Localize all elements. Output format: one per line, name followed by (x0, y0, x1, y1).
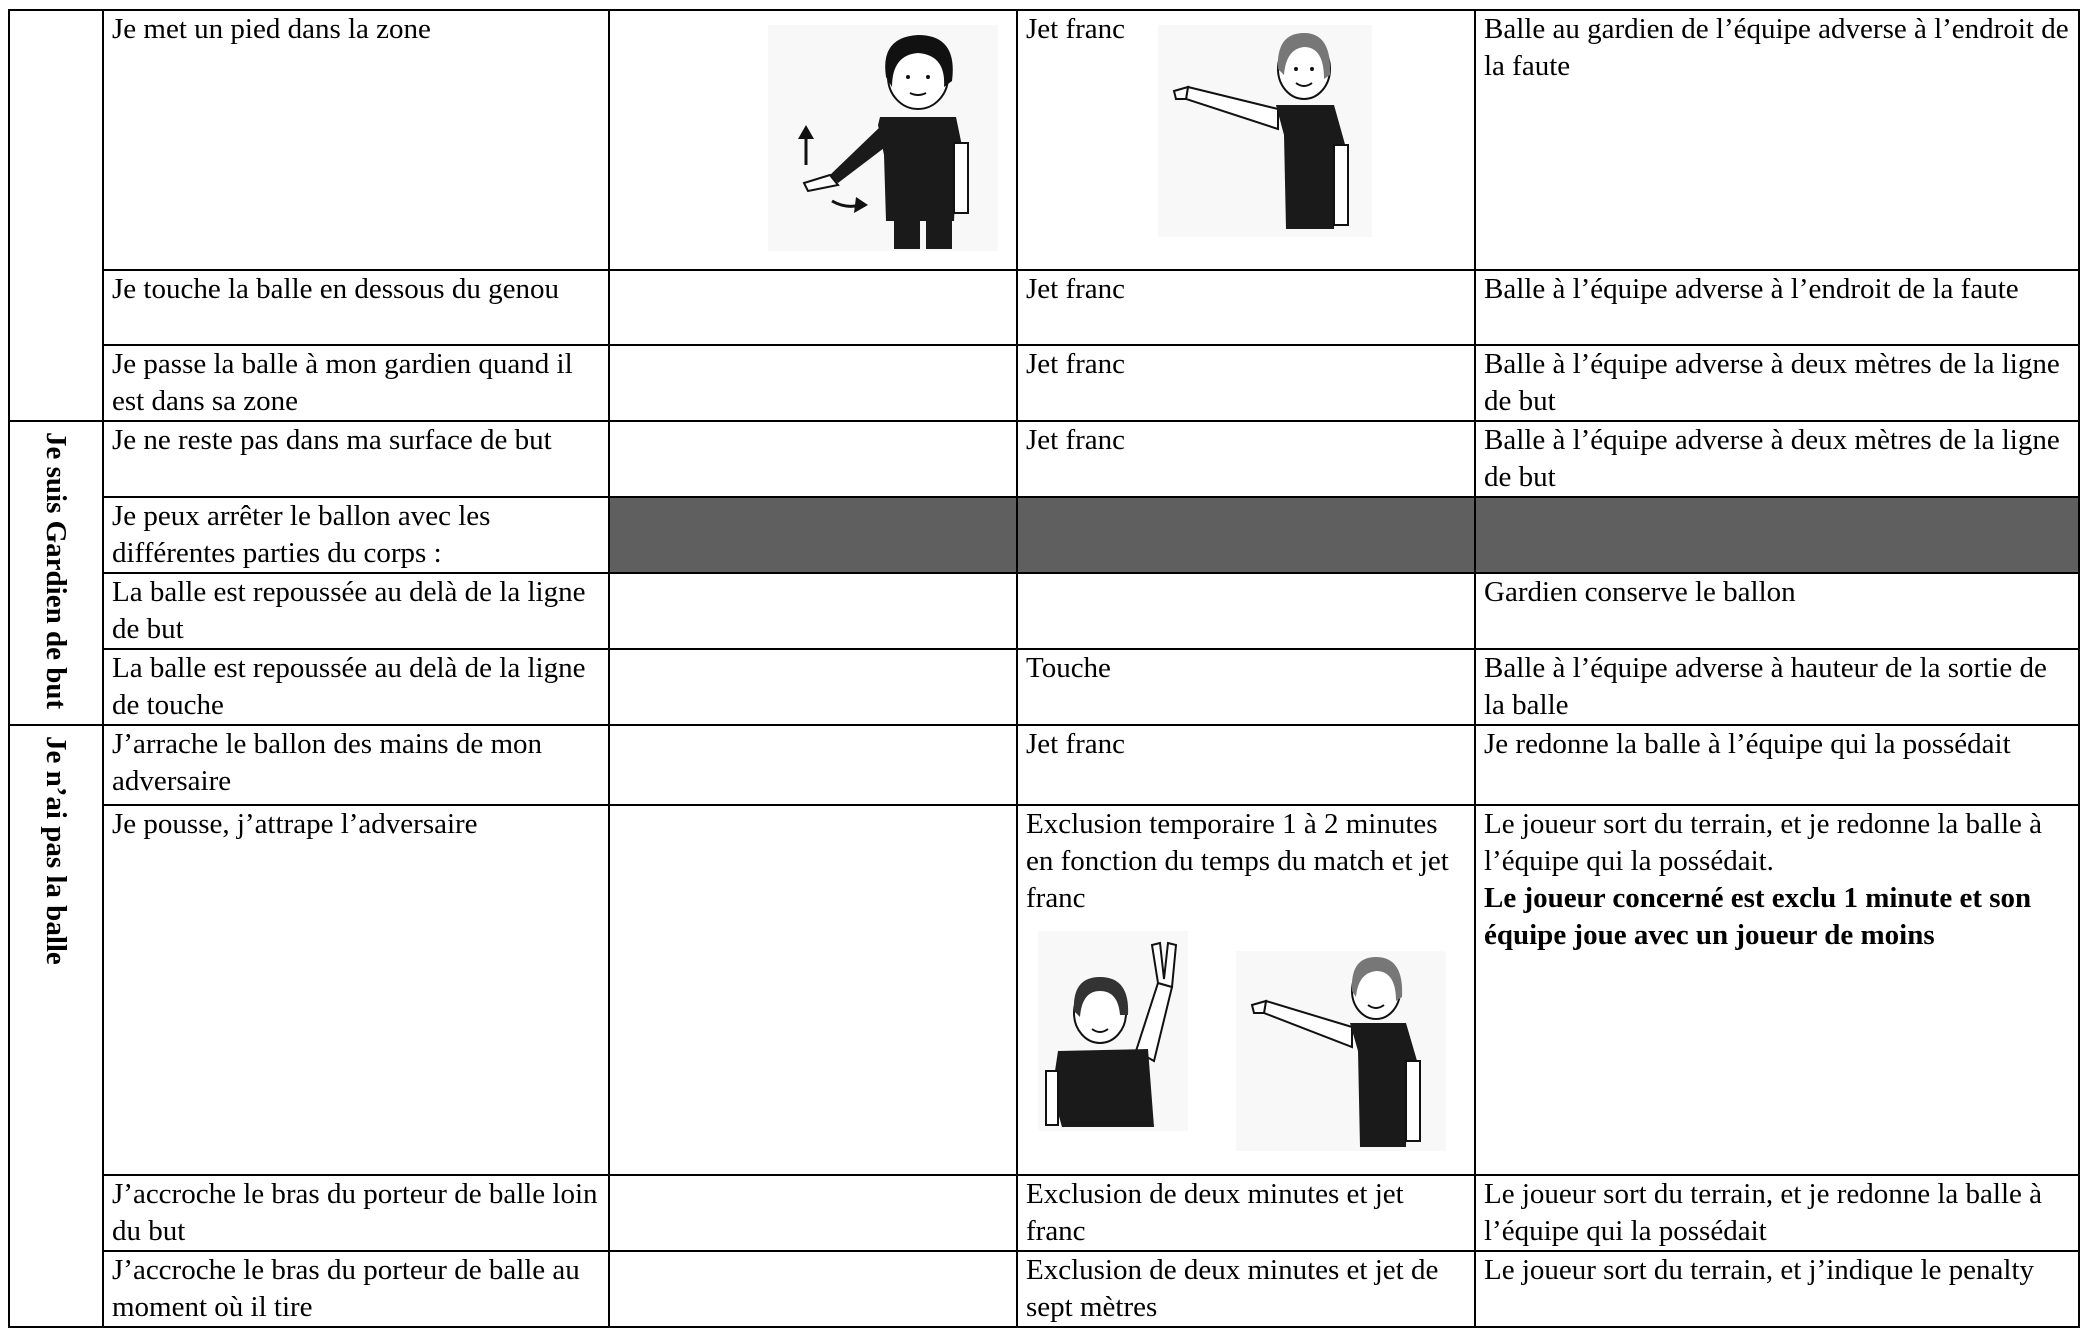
referee-two-fingers-gesture-icon (1038, 931, 1188, 1131)
reprise-text: Le joueur sort du terrain, et je redonne la balle à l’équipe qui la possédait. (1484, 808, 2043, 877)
situation-cell: La balle est repoussée au delà de la ligne de touche (103, 649, 609, 725)
table-row (9, 725, 2079, 805)
situation-cell: Je passe la balle à mon gardien quand il est dans sa zone (103, 345, 609, 421)
reprise-cell (1475, 805, 2079, 1175)
table-row (9, 497, 2079, 573)
reprise-cell: Le joueur sort du terrain, et j’indique le penalty (1475, 1251, 2079, 1327)
referee-free-throw-gesture-icon (1158, 25, 1372, 237)
reprise-cell: Gardien conserve le ballon (1475, 573, 2079, 649)
gesture-cell (609, 1175, 1017, 1251)
table-row (9, 573, 2079, 649)
gray-cell (609, 497, 1017, 573)
table-row (9, 345, 2079, 421)
reprise-cell: Balle au gardien de l’équipe adverse à l’endroit de la faute (1475, 10, 2079, 270)
table-row (9, 805, 2079, 1175)
gesture-cell (609, 345, 1017, 421)
table-row (9, 1175, 2079, 1251)
gesture-cell (609, 1251, 1017, 1327)
sanction-cell (1017, 573, 1475, 649)
reprise-cell: Balle à l’équipe adverse à deux mètres de la ligne de but (1475, 421, 2079, 497)
category-label: Je n’ai pas la balle (40, 736, 72, 965)
situation-cell: J’accroche le bras du porteur de balle loin du but (103, 1175, 609, 1251)
sanction-cell (1017, 805, 1475, 1175)
gesture-cell (609, 725, 1017, 805)
category-no-ball (9, 725, 103, 1327)
reprise-cell: Le joueur sort du terrain, et je redonne la balle à l’équipe qui la possédait (1475, 1175, 2079, 1251)
gesture-cell (609, 421, 1017, 497)
category-cell-empty (9, 10, 103, 421)
sanction-cell: Touche (1017, 649, 1475, 725)
reprise-cell: Je redonne la balle à l’équipe qui la possédait (1475, 725, 2079, 805)
rules-table (8, 9, 2080, 1328)
situation-cell: Je pousse, j’attrape l’adversaire (103, 805, 609, 1175)
gesture-cell (609, 805, 1017, 1175)
situation-cell: Je met un pied dans la zone (103, 10, 609, 270)
sanction-cell: Exclusion de deux minutes et jet de sept mètres (1017, 1251, 1475, 1327)
referee-free-throw-gesture-icon (1236, 951, 1446, 1151)
sanction-text: Jet franc (1026, 13, 1126, 45)
reprise-cell: Balle à l’équipe adverse à deux mètres de la ligne de but (1475, 345, 2079, 421)
table-row (9, 10, 2079, 270)
table-row (9, 421, 2079, 497)
sanction-text: Exclusion temporaire 1 à 2 minutes en fonction du temps du match et jet franc (1026, 808, 1449, 914)
sanction-figures (1026, 931, 1466, 1171)
gray-cell (1017, 497, 1475, 573)
sanction-cell: Exclusion de deux minutes et jet franc (1017, 1175, 1475, 1251)
reprise-cell: Balle à l’équipe adverse à l’endroit de la faute (1475, 270, 2079, 345)
situation-cell: Je peux arrêter le ballon avec les différentes parties du corps : (103, 497, 609, 573)
situation-cell: J’accroche le bras du porteur de balle au moment où il tire (103, 1251, 609, 1327)
gesture-cell (609, 270, 1017, 345)
gray-cell (1475, 497, 2079, 573)
sanction-cell: Jet franc (1017, 421, 1475, 497)
table-row (9, 270, 2079, 345)
table-row (9, 649, 2079, 725)
referee-zone-gesture-icon (768, 25, 998, 251)
situation-cell: Je touche la balle en dessous du genou (103, 270, 609, 345)
sanction-cell (1017, 10, 1475, 270)
gesture-cell (609, 10, 1017, 270)
category-label: Je suis Gardien de but (40, 432, 72, 710)
sanction-cell: Jet franc (1017, 270, 1475, 345)
reprise-bold-text: Le joueur concerné est exclu 1 minute et son équipe joue avec un joueur de moins (1484, 882, 2032, 951)
table-row (9, 1251, 2079, 1327)
sanction-cell: Jet franc (1017, 345, 1475, 421)
gesture-cell (609, 649, 1017, 725)
situation-cell: J’arrache le ballon des mains de mon adversaire (103, 725, 609, 805)
situation-cell: La balle est repoussée au delà de la ligne de but (103, 573, 609, 649)
sanction-cell: Jet franc (1017, 725, 1475, 805)
situation-cell: Je ne reste pas dans ma surface de but (103, 421, 609, 497)
category-goalkeeper (9, 421, 103, 725)
reprise-cell: Balle à l’équipe adverse à hauteur de la sortie de la balle (1475, 649, 2079, 725)
gesture-cell (609, 573, 1017, 649)
